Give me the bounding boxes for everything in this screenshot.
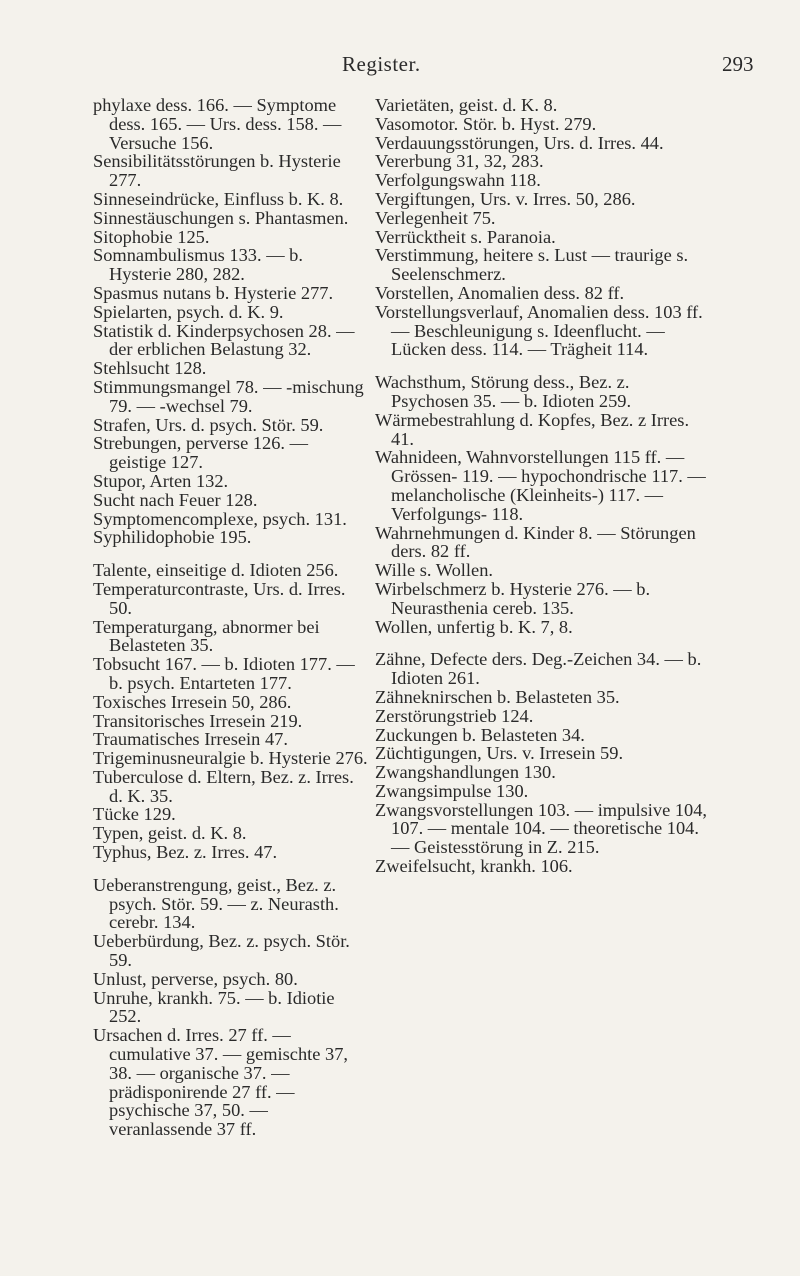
index-entry: Wahrnehmungen d. Kinder 8. — Störungen ders. 82 ff. [375, 522, 696, 562]
running-title: Register. [342, 52, 421, 76]
index-entry: Wahnideen, Wahnvorstellungen 115 ff. — Grössen- 119. — hypochondrische 117. — melancholische (Kleinheits-) 117. — Verfolgungs- 118. [375, 447, 706, 524]
index-entry: Trigeminusneuralgie b. Hysterie 276. [93, 748, 368, 769]
index-entry: Vererbung 31, 32, 283. [375, 151, 544, 172]
index-entry: Verstimmung, heitere s. Lust — traurige s. Seelenschmerz. [375, 245, 689, 285]
index-entry: Stehlsucht 128. [93, 358, 207, 379]
section-gap [375, 636, 711, 650]
index-entry: Typen, geist. d. K. 8. [93, 823, 247, 844]
index-column-left [93, 96, 369, 1139]
index-entry: Zwangshandlungen 130. [375, 762, 556, 783]
index-entry: Verfolgungswahn 118. [375, 170, 541, 191]
index-entry: Talente, einseitige d. Idioten 256. [93, 560, 339, 581]
section-gap [93, 862, 369, 876]
index-entry: Unruhe, krankh. 75. — b. Idiotie 252. [93, 987, 335, 1027]
index-entry: Somnambulismus 133. — b. Hysterie 280, 282. [93, 245, 303, 285]
index-entry: Spasmus nutans b. Hysterie 277. [93, 282, 334, 303]
index-entry: Unlust, perverse, psych. 80. [93, 968, 298, 989]
index-entry: Typhus, Bez. z. Irres. 47. [93, 842, 278, 863]
index-entry: Wachsthum, Störung dess., Bez. z. Psychosen 35. — b. Idioten 259. [375, 372, 632, 411]
index-entry: Zerstörungstrieb 124. [375, 705, 534, 726]
index-column-right [375, 96, 711, 876]
index-entry: Temperaturcontraste, Urs. d. Irres. 50. [93, 578, 346, 618]
index-entry: Symptomencomplexe, psych. 131. [93, 508, 347, 529]
index-entry: Sensibilitätsstörungen b. Hysterie 277. [93, 151, 341, 191]
index-entry: Vorstellen, Anomalien dess. 82 ff. [375, 282, 625, 303]
index-entry: Stimmungsmangel 78. — -mischung 79. — -wechsel 79. [93, 376, 364, 416]
index-entry: Sitophobie 125. [93, 226, 210, 247]
index-entry: Zweifelsucht, krankh. 106. [375, 856, 573, 877]
index-entry: Ueberbürdung, Bez. z. psych. Stör. 59. [93, 931, 350, 971]
index-entry: Sucht nach Feuer 128. [93, 489, 258, 510]
index-entry: Zähne, Defecte ders. Deg.-Zeichen 34. — b. Idioten 261. [375, 649, 702, 689]
section-gap [375, 359, 711, 373]
index-entry: Verrücktheit s. Paranoia. [375, 226, 556, 247]
index-entry: Züchtigungen, Urs. v. Irresein 59. [375, 743, 624, 764]
index-entry: Transitorisches Irresein 219. [93, 710, 303, 731]
index-entry: Zuckungen b. Belasteten 34. [375, 724, 585, 745]
index-entry: Wille s. Wollen. [375, 560, 493, 581]
index-entry: Strebungen, perverse 126. — geistige 127. [93, 433, 309, 473]
index-entry: Ueberanstrengung, geist., Bez. z. psych. Stör. 59. — z. Neurasth. cerebr. 134. [93, 874, 339, 933]
index-entry: Tobsucht 167. — b. Idioten 177. — b. psych. Entarteten 177. [93, 654, 355, 693]
index-entry: Wirbelschmerz b. Hysterie 276. — b. Neurasthenia cereb. 135. [375, 578, 651, 618]
index-entry: Zwangsvorstellungen 103. — impulsive 104, 107. — mentale 104. — theoretische 104. — Geistesstörung in Z. 215. [375, 799, 708, 858]
index-entry: Vorstellungsverlauf, Anomalien dess. 103 ff. — Beschleunigung s. Ideenflucht. — Lücken dess. 114. — Trägheit 114. [375, 301, 703, 360]
index-entry: Strafen, Urs. d. psych. Stör. 59. [93, 414, 324, 435]
page-header [0, 52, 800, 84]
index-entry: Varietäten, geist. d. K. 8. [375, 95, 558, 115]
index-entry: Verlegenheit 75. [375, 207, 496, 228]
index-entry: Ursachen d. Irres. 27 ff. — cumulative 37. — gemischte 37, 38. — organische 37. — prädisponirende 27 ff. — psychische 37, 50. — veranlassende 37 ff. [93, 1025, 349, 1140]
section-gap [93, 547, 369, 561]
index-entry: Sinneseindrücke, Einfluss b. K. 8. [93, 188, 344, 209]
index-entry: Verdauungsstörungen, Urs. d. Irres. 44. [375, 132, 664, 153]
index-entry: Temperaturgang, abnormer bei Belasteten 35. [93, 616, 320, 656]
index-entry: Toxisches Irresein 50, 286. [93, 691, 292, 712]
index-entry: Tuberculose d. Eltern, Bez. z. Irres. d. K. 35. [93, 766, 354, 806]
index-entry: Wollen, unfertig b. K. 7, 8. [375, 616, 573, 637]
index-entry: Vasomotor. Stör. b. Hyst. 279. [375, 113, 597, 134]
index-entry: Tücke 129. [93, 804, 176, 825]
index-entry: Traumatisches Irresein 47. [93, 729, 288, 750]
index-entry: Sinnestäuschungen s. Phantasmen. [93, 207, 349, 228]
index-entry: Spielarten, psych. d. K. 9. [93, 301, 284, 322]
index-entry: Vergiftungen, Urs. v. Irres. 50, 286. [375, 188, 636, 209]
index-entry: Statistik d. Kinderpsychosen 28. — der erblichen Belastung 32. [93, 320, 355, 360]
index-entry: Syphilidophobie 195. [93, 527, 252, 548]
index-entry: Zähneknirschen b. Belasteten 35. [375, 686, 620, 707]
index-entry: Stupor, Arten 132. [93, 470, 229, 491]
index-entry: Wärmebestrahlung d. Kopfes, Bez. z Irres. 41. [375, 409, 690, 449]
index-entry: phylaxe dess. 166. — Symptome dess. 165. — Urs. dess. 158. — Versuche 156. [93, 95, 342, 153]
index-entry: Zwangsimpulse 130. [375, 780, 529, 801]
page-number: 293 [722, 52, 754, 76]
